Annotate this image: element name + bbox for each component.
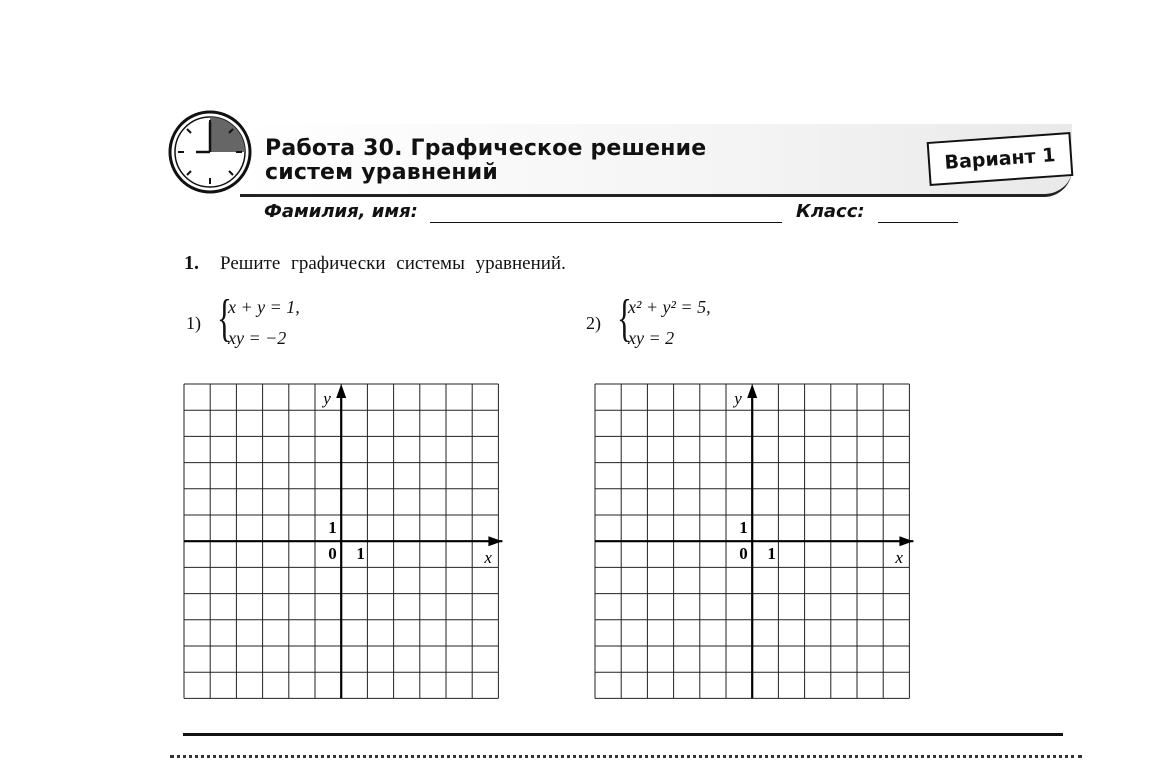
name-field[interactable] bbox=[430, 222, 782, 223]
unit-x-label: 1 bbox=[356, 544, 365, 564]
system-2-number: 2) bbox=[586, 313, 601, 333]
task-text: Решите графически системы уравнений. bbox=[220, 253, 566, 274]
system-2-equation-2: xy = 2 bbox=[628, 328, 675, 348]
system-2-equation-1: x² + y² = 5, bbox=[628, 297, 711, 317]
y-axis-label: y bbox=[323, 389, 331, 408]
cut-line bbox=[170, 755, 1082, 758]
class-field[interactable] bbox=[878, 222, 958, 223]
system-1-equation-1: x + y = 1, bbox=[228, 297, 300, 317]
x-axis-arrow-icon bbox=[488, 536, 502, 546]
answer-line bbox=[183, 733, 1063, 736]
system-1-number: 1) bbox=[186, 313, 201, 333]
clock-icon bbox=[166, 108, 254, 196]
system-1-equation-2: xy = −2 bbox=[228, 328, 287, 348]
coordinate-grid-2[interactable] bbox=[594, 383, 914, 719]
x-axis-label: x bbox=[895, 548, 903, 568]
page-title-line-1: Работа 30. Графическое решение bbox=[265, 136, 707, 161]
unit-x-label: 1 bbox=[767, 544, 776, 564]
system-2-brace: { bbox=[616, 290, 632, 347]
unit-y-label: 1 bbox=[328, 518, 337, 537]
name-label: Фамилия, имя: bbox=[264, 201, 418, 222]
page-title-line-2: систем уравнений bbox=[265, 160, 499, 185]
class-label: Класс: bbox=[796, 201, 865, 222]
x-axis-label: x bbox=[484, 548, 492, 568]
unit-y-label: 1 bbox=[739, 518, 748, 537]
origin-label: 0 bbox=[328, 544, 337, 564]
system-1-brace: { bbox=[216, 290, 232, 347]
y-axis-arrow-icon bbox=[747, 384, 757, 398]
x-axis-arrow-icon bbox=[899, 536, 913, 546]
variant-label: Вариант 1 bbox=[943, 144, 1057, 174]
coordinate-grid-1[interactable] bbox=[183, 383, 503, 719]
y-axis-label: y bbox=[734, 389, 742, 408]
origin-label: 0 bbox=[739, 544, 748, 564]
task-number: 1. bbox=[184, 252, 199, 274]
y-axis-arrow-icon bbox=[336, 384, 346, 398]
